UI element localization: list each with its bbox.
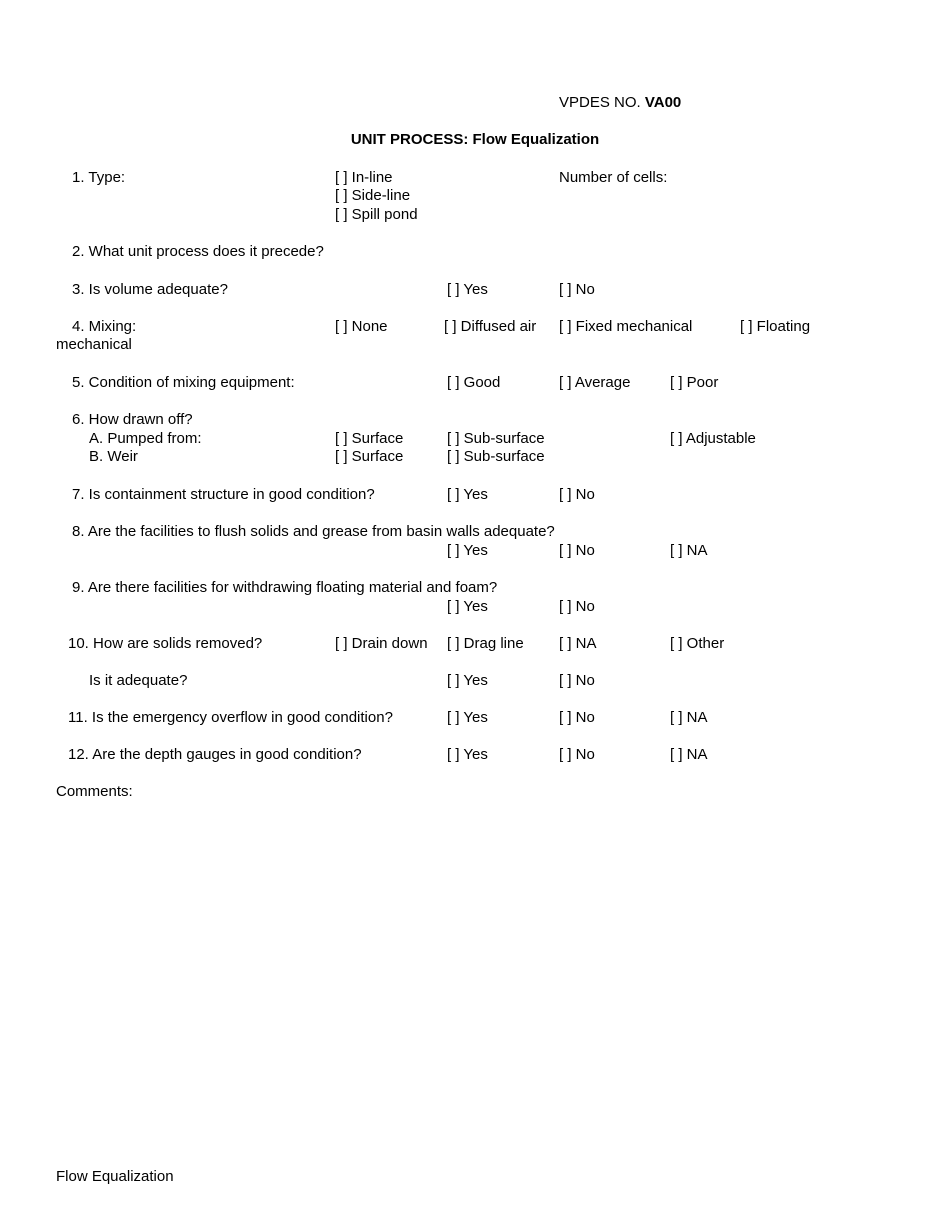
q10-na[interactable]: [ ] NA — [559, 635, 597, 652]
q10-other[interactable]: [ ] Other — [670, 635, 725, 652]
q4-floating[interactable]: [ ] Floating — [740, 318, 811, 335]
q12-na[interactable]: [ ] NA — [670, 746, 708, 763]
q1-cells-label: Number of cells: — [559, 169, 668, 186]
page-footer: Flow Equalization — [56, 1168, 174, 1185]
q2-label: 2. What unit process does it precede? — [72, 243, 324, 260]
q9-yes[interactable]: [ ] Yes — [447, 598, 488, 615]
q10-drag-line[interactable]: [ ] Drag line — [447, 635, 524, 652]
q5-label: 5. Condition of mixing equipment: — [72, 374, 295, 391]
q4-diffused-air[interactable]: [ ] Diffused air — [444, 318, 537, 335]
comments-label: Comments: — [56, 783, 133, 800]
q6-a-label: A. Pumped from: — [89, 430, 202, 447]
q11-no[interactable]: [ ] No — [559, 709, 595, 726]
q10-label: 10. How are solids removed? — [68, 635, 263, 652]
vpdes-label: VPDES NO. — [559, 94, 641, 111]
q4-fixed-mechanical[interactable]: [ ] Fixed mechanical — [559, 318, 693, 335]
q3-no[interactable]: [ ] No — [559, 281, 595, 298]
q12-yes[interactable]: [ ] Yes — [447, 746, 488, 763]
q5-poor[interactable]: [ ] Poor — [670, 374, 719, 391]
q4-floating-continued: mechanical — [56, 336, 132, 353]
q1-option-spillpond[interactable]: [ ] Spill pond — [335, 206, 418, 223]
q12-no[interactable]: [ ] No — [559, 746, 595, 763]
q11-na[interactable]: [ ] NA — [670, 709, 708, 726]
q5-good[interactable]: [ ] Good — [447, 374, 501, 391]
q10-drain-down[interactable]: [ ] Drain down — [335, 635, 428, 652]
q6-b-label: B. Weir — [89, 448, 138, 465]
q8-label: 8. Are the facilities to flush solids and grease from basin walls adequate? — [72, 523, 555, 540]
q6-b-subsurface[interactable]: [ ] Sub-surface — [447, 448, 545, 465]
q7-label: 7. Is containment structure in good condition? — [72, 486, 375, 503]
q8-na[interactable]: [ ] NA — [670, 542, 708, 559]
q10-adequate-no[interactable]: [ ] No — [559, 672, 595, 689]
q4-none[interactable]: [ ] None — [335, 318, 388, 335]
q9-label: 9. Are there facilities for withdrawing floating material and foam? — [72, 579, 498, 596]
q5-average[interactable]: [ ] Average — [559, 374, 631, 391]
vpdes-value: VA00 — [644, 94, 682, 111]
q6-a-surface[interactable]: [ ] Surface — [335, 430, 404, 447]
q6-a-adjustable[interactable]: [ ] Adjustable — [670, 430, 756, 447]
q7-no[interactable]: [ ] No — [559, 486, 595, 503]
q1-option-sideline[interactable]: [ ] Side-line — [335, 187, 411, 204]
q11-label: 11. Is the emergency overflow in good condition? — [68, 709, 393, 726]
q10-adequate-yes[interactable]: [ ] Yes — [447, 672, 488, 689]
q9-no[interactable]: [ ] No — [559, 598, 595, 615]
q7-yes[interactable]: [ ] Yes — [447, 486, 488, 503]
q11-yes[interactable]: [ ] Yes — [447, 709, 488, 726]
q6-label: 6. How drawn off? — [72, 411, 193, 428]
q6-b-surface[interactable]: [ ] Surface — [335, 448, 404, 465]
q8-no[interactable]: [ ] No — [559, 542, 595, 559]
q1-label: 1. Type: — [72, 169, 126, 186]
q10-adequate-label: Is it adequate? — [89, 672, 188, 689]
page-title: UNIT PROCESS: Flow Equalization — [350, 131, 600, 148]
q6-a-subsurface[interactable]: [ ] Sub-surface — [447, 430, 545, 447]
vpdes-number — [559, 94, 681, 112]
q3-label: 3. Is volume adequate? — [72, 281, 228, 298]
q8-yes[interactable]: [ ] Yes — [447, 542, 488, 559]
q12-label: 12. Are the depth gauges in good condition? — [68, 746, 362, 763]
q1-option-inline[interactable]: [ ] In-line — [335, 169, 393, 186]
q4-label: 4. Mixing: — [72, 318, 137, 335]
q3-yes[interactable]: [ ] Yes — [447, 281, 488, 298]
